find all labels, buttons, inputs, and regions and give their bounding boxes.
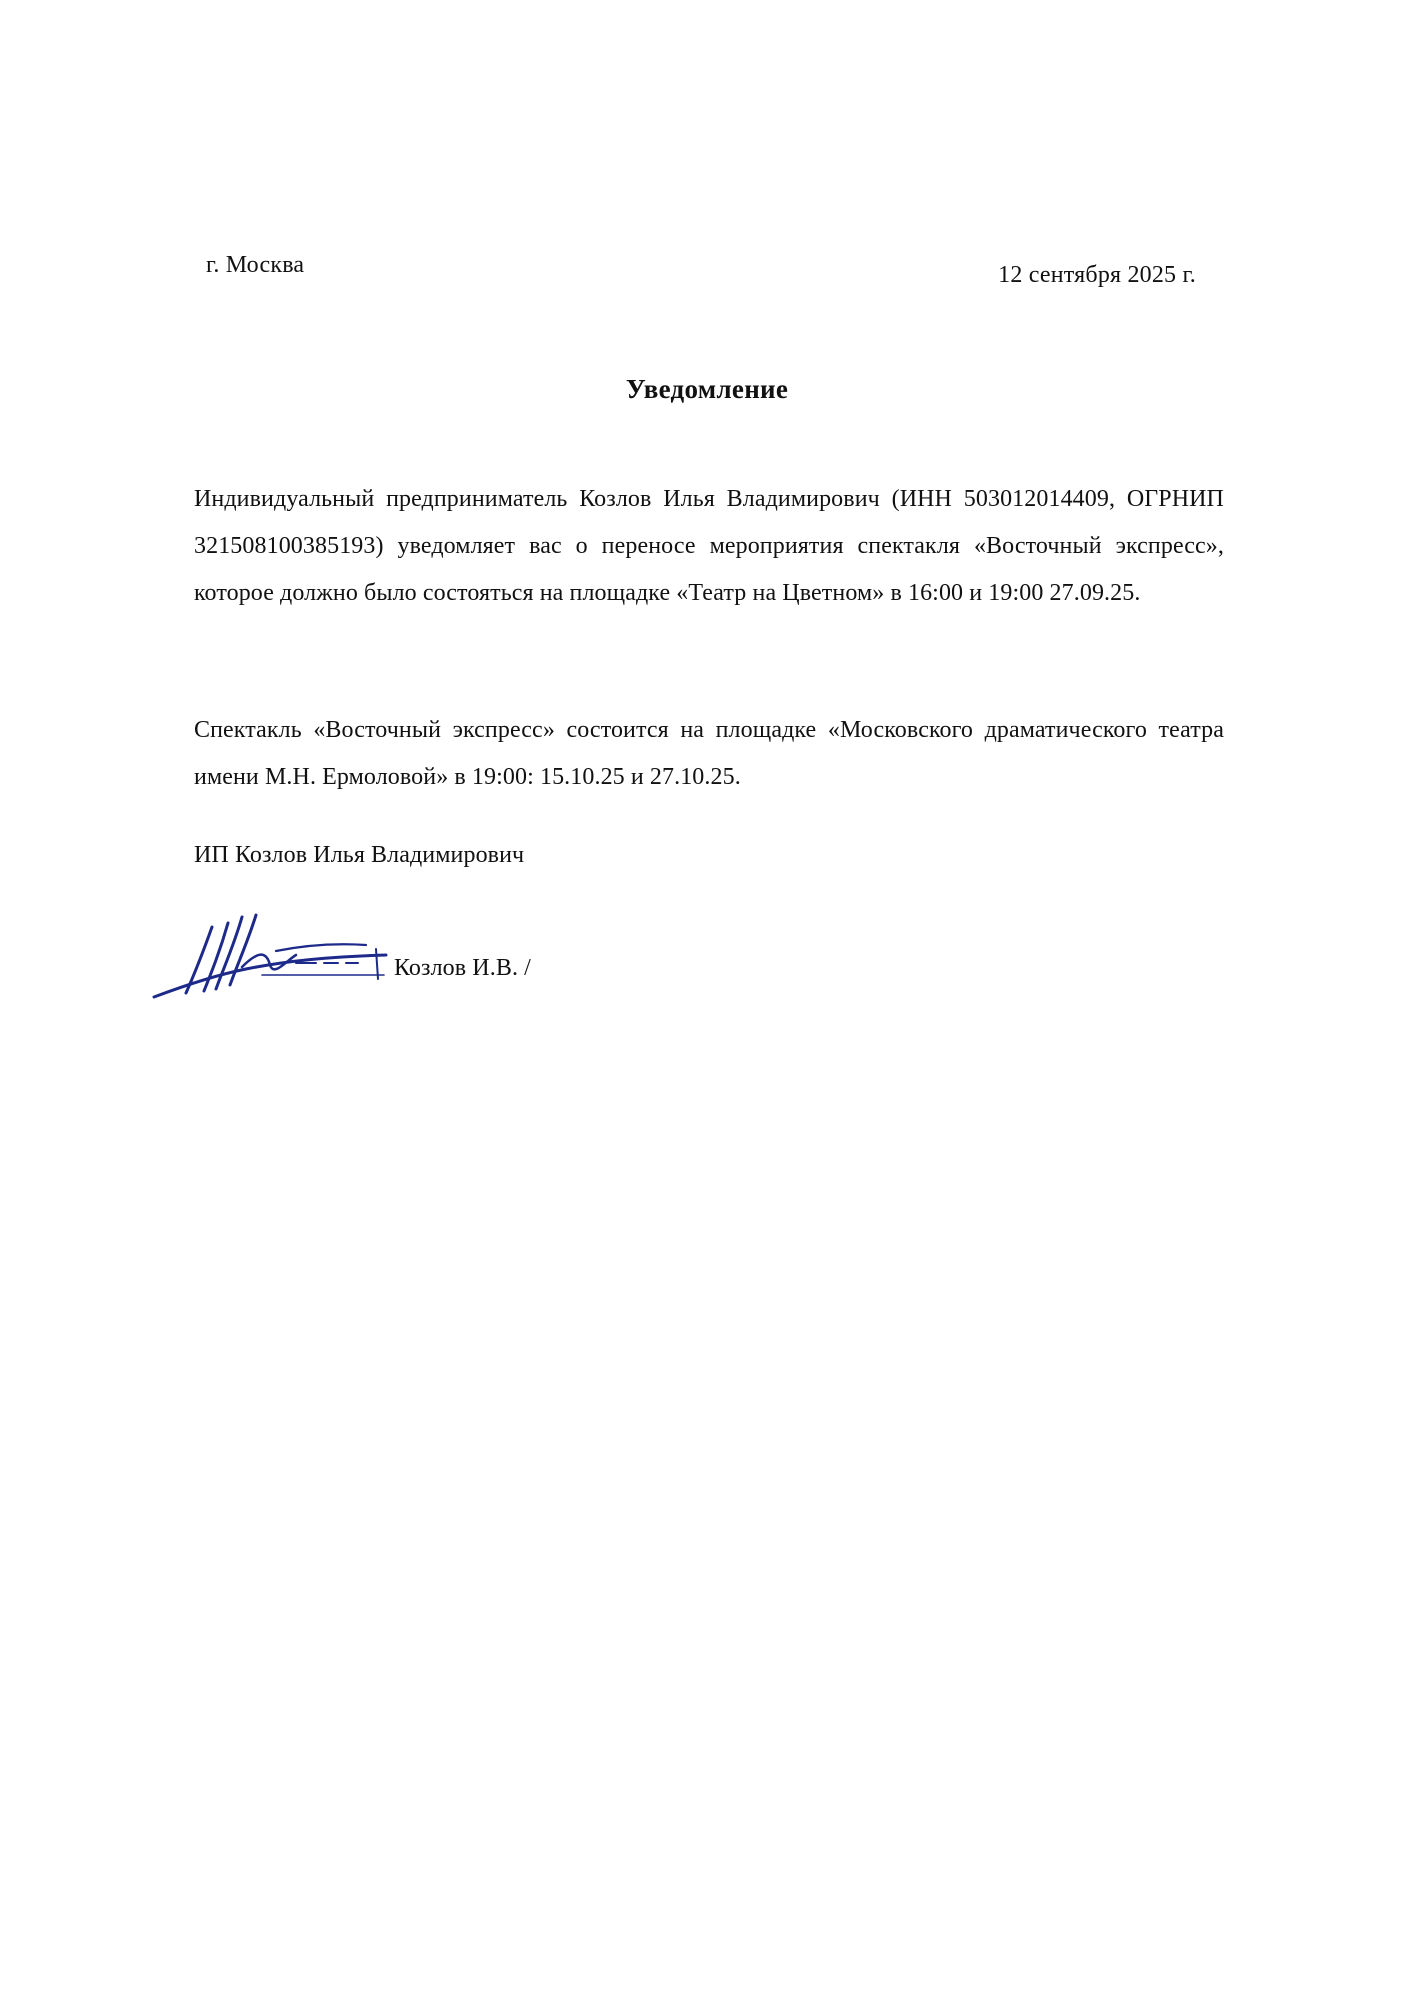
handwritten-signature [146,905,396,1015]
document-city: г. Москва [206,252,305,278]
document-date: 12 сентября 2025 г. [998,262,1196,288]
document-title: Уведомление [625,374,789,404]
signer-name: ИП Козлов Илья Владимирович [194,842,525,868]
body-paragraph-2: Спектакль «Восточный экспресс» состоится на площадке «Московского драматического театра имени М.Н. Ермоловой» в 19:00: 15.10.25 и 27.10.25. [194,717,1224,790]
signature-name: Козлов И.В. / [394,955,531,981]
body-paragraph-1: Индивидуальный предприниматель Козлов Илья Владимирович (ИНН 503012014409, ОГРНИП 321508100385193) уведомляет вас о переносе мероприятия спектакля «Восточный экспресс», которое должно было состояться на площадке «Театр на Цветном» в 16:00 и 19:00 27.09.25. [194,486,1224,606]
